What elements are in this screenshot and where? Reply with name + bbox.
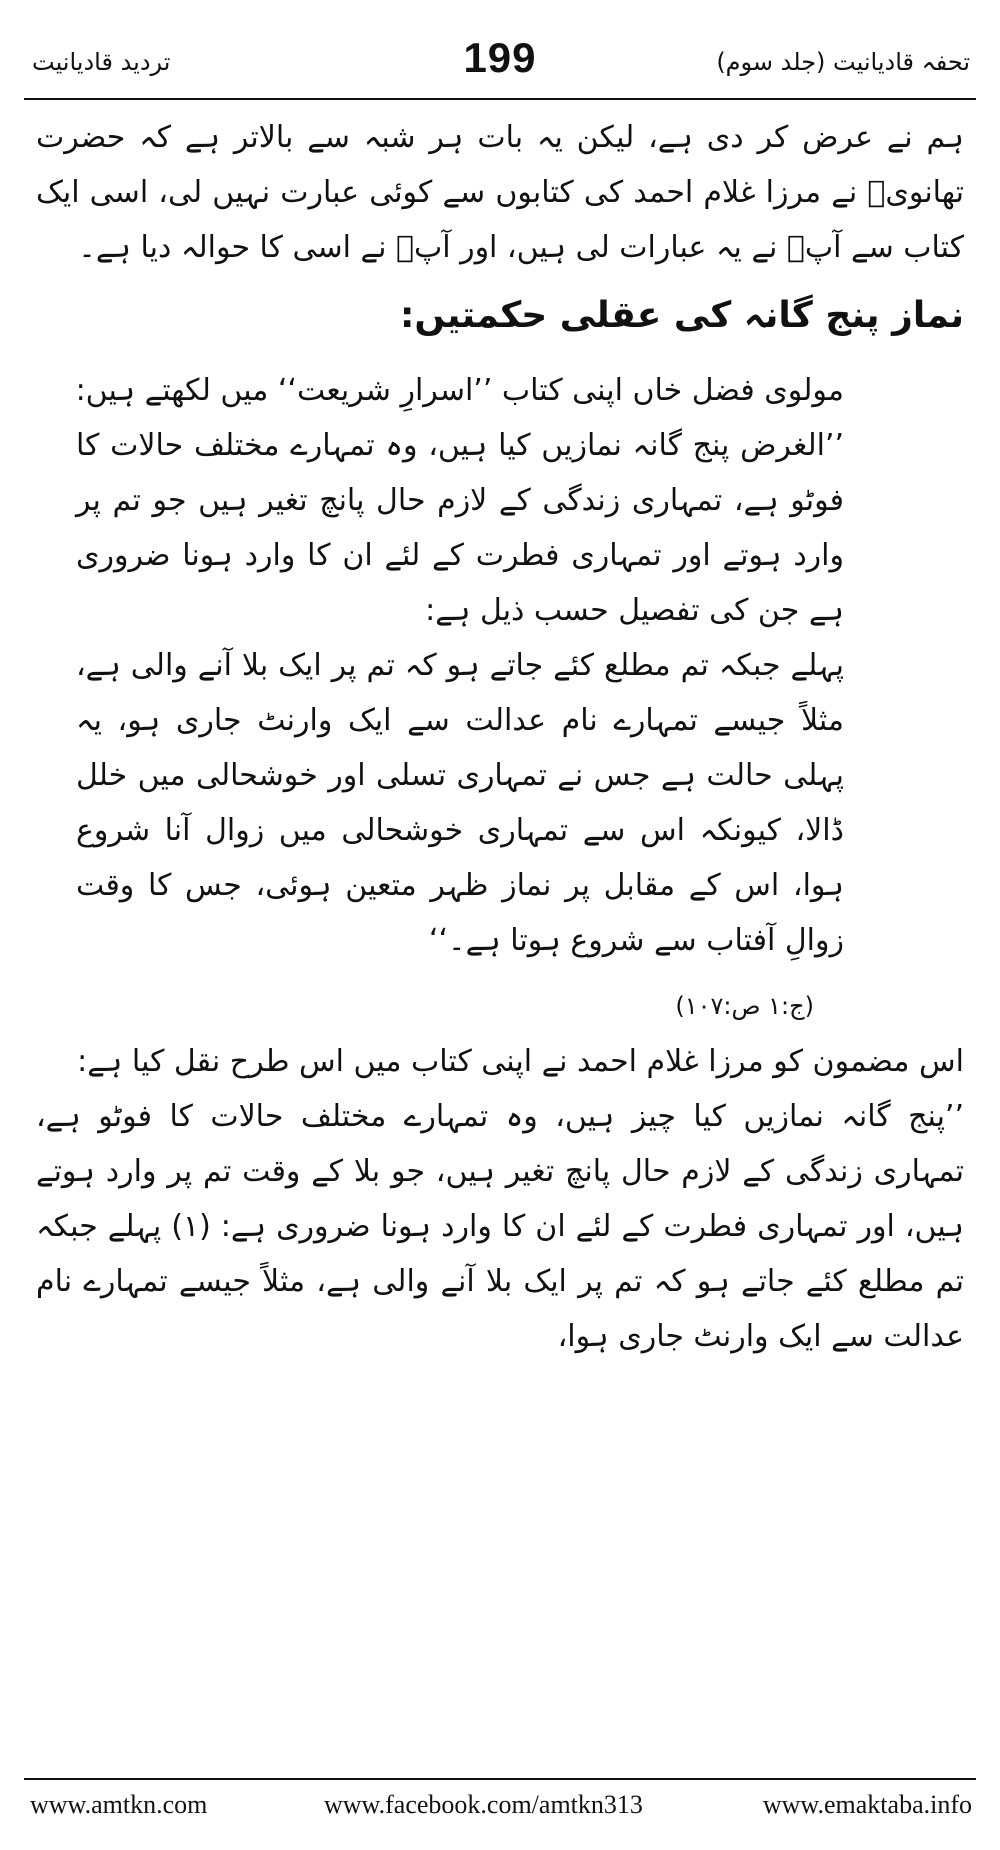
- page-footer: [24, 1790, 976, 1826]
- block-quote-part-1: ’’الغرض پنج گانہ نمازیں کیا ہیں، وہ تمہارے مختلف حالات کا فوٹو ہے، تمہاری زندگی کے لازم حال پانچ تغیر ہیں جو تم پر وارد ہوتے اور تمہاری فطرت کے لئے ان کا وارد ہونا ضروری ہے جن کی تفصیل حسب ذیل ہے:: [76, 428, 844, 628]
- header-rule: [24, 98, 976, 100]
- running-book-title: تحفہ قادیانیت (جلد سوم): [716, 48, 970, 76]
- mirza-quote: ’’پنج گانہ نمازیں کیا چیز ہیں، وہ تمہارے مختلف حالات کا فوٹو ہے، تمہاری زندگی کے لازم حال پانچ تغیر ہیں، جو بلا کے وقت تم پر وارد ہوتے ہیں، اور تمہاری فطرت کے لئے ان کا وارد ہونا ضروری ہے: (۱) پہلے جبکہ تم مطلع کئے جاتے ہو کہ تم پر ایک بلا آنے والی ہے، مثلاً جیسے تمہارے نام عدالت سے ایک وارنٹ جاری ہوا،: [36, 1099, 964, 1354]
- footer-link-emaktaba[interactable]: www.emaktaba.info: [762, 1790, 972, 1819]
- footer-link-facebook[interactable]: www.facebook.com/amtkn313: [324, 1790, 643, 1819]
- opening-paragraph: ہم نے عرض کر دی ہے، لیکن یہ بات ہر شبہ سے بالاتر ہے کہ حضرت تھانویؒ نے مرزا غلام احمد کی کتابوں سے کوئی عبارت نہیں لی، اسی ایک کتاب سے آپؒ نے یہ عبارات لی ہیں، اور آپؒ نے اسی کا حوالہ دیا ہے۔: [36, 120, 964, 265]
- footer-rule: [24, 1778, 976, 1780]
- running-section-title: تردید قادیانیت: [32, 48, 171, 76]
- page-body: [36, 110, 964, 1364]
- comparison-intro: اس مضمون کو مرزا غلام احمد نے اپنی کتاب میں اس طرح نقل کیا ہے:: [77, 1044, 964, 1079]
- page-header: [24, 34, 976, 94]
- footer-link-amtkn[interactable]: www.amtkn.com: [30, 1790, 208, 1819]
- page-number: 199: [463, 34, 537, 81]
- citation-reference: (ج:۱ ص:۱۰۷): [675, 992, 814, 1020]
- block-quote-part-2: پہلے جبکہ تم مطلع کئے جاتے ہو کہ تم پر ایک بلا آنے والی ہے، مثلاً جیسے تمہارے نام عدالت سے ایک وارنٹ جاری ہو، یہ پہلی حالت ہے جس نے تمہاری تسلی اور خوشحالی میں خلل ڈالا، کیونکہ اس سے تمہاری خوشحالی میں زوال آنا شروع ہوا، اس کے مقابل پر نماز ظہر متعین ہوئی، جس کا وقت زوالِ آفتاب سے شروع ہوتا ہے۔‘‘: [76, 648, 844, 958]
- section-heading: نماز پنج گانہ کی عقلی حکمتیں:: [400, 295, 964, 336]
- quote-intro: مولوی فضل خاں اپنی کتاب ’’اسرارِ شریعت‘‘ میں لکھتے ہیں:: [75, 373, 844, 408]
